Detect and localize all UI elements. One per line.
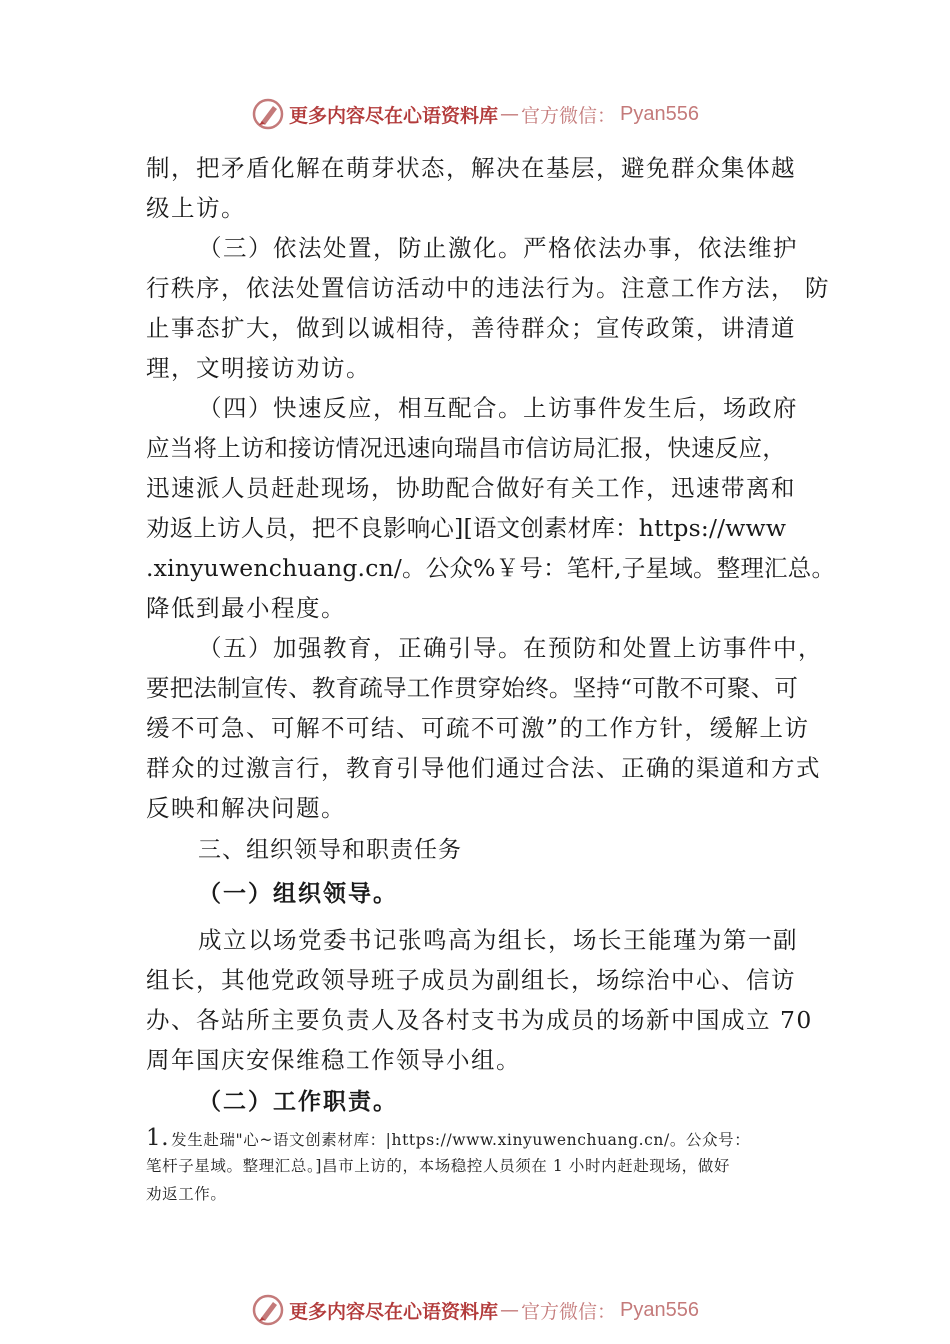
body-line: （五）加强教育，正确引导。在预防和处置上访事件中，	[198, 634, 823, 662]
body-line: 降低到最小程度。	[146, 594, 346, 622]
body-line: 成立以场党委书记张鸣高为组长，场长王能瑾为第一副	[198, 926, 798, 954]
pen-nib-logo-icon	[251, 97, 285, 131]
body-line: 群众的过激言行，教育引导他们通过合法、正确的渠道和方式	[146, 754, 821, 782]
banner-brand: 更多内容尽在心语资料库	[289, 104, 499, 127]
footnote	[146, 1124, 836, 1208]
banner-dash: —	[500, 103, 520, 125]
body-line: 反映和解决问题。	[146, 794, 346, 822]
document-body	[146, 148, 846, 1124]
banner-dash: —	[500, 1299, 520, 1321]
footnote-line: 劝返工作。	[146, 1185, 227, 1203]
footnote-text: 发生赴瑞"心~语文创素材库：|https://www.xinyuwenchuang.cn/。公众号：	[171, 1131, 751, 1149]
body-line: 组长，其他党政领导班子成员为副组长，场综治中心、信访	[146, 966, 796, 994]
body-line: 行秩序，依法处置信访活动中的违法行为。注意工作方法， 防	[146, 274, 830, 302]
bottom-watermark-banner	[0, 1288, 950, 1332]
subsection-heading: （二）工作职责。	[198, 1088, 398, 1115]
banner-official: 官方微信：	[521, 104, 617, 127]
banner-handle: Pyan556	[620, 1298, 699, 1321]
body-line: 劝返上访人员，把不良影响心][语文创素材库：https://www	[146, 514, 787, 542]
body-line: 制，把矛盾化解在萌芽状态，解决在基层，避免群众集体越	[146, 154, 796, 182]
body-line: .xinyuwenchuang.cn/。公众%￥号：笔杆,子星域。整理汇总。	[146, 554, 836, 582]
body-line: 理，文明接访劝访。	[146, 354, 371, 382]
section-heading: 三、组织领导和职责任务	[198, 837, 462, 863]
body-line: （三）依法处置，防止激化。严格依法办事，依法维护	[198, 234, 798, 262]
body-line: 级上访。	[146, 194, 246, 222]
body-line: 迅速派人员赶赴现场，协助配合做好有关工作，迅速带离和	[146, 474, 796, 502]
body-line: （四）快速反应，相互配合。上访事件发生后，场政府	[198, 394, 798, 422]
footnote-line: 笔杆子星域。整理汇总。]昌市上访的，本场稳控人员须在 1 小时内赶赴现场，做好	[146, 1157, 730, 1175]
body-line: 缓不可急、可解不可结、可疏不可激”的工作方针，缓解上访	[146, 714, 810, 742]
banner-handle: Pyan556	[620, 102, 699, 125]
body-line: 办、各站所主要负责人及各村支书为成员的场新中国成立 70	[146, 1006, 813, 1034]
body-line: 周年国庆安保维稳工作领导小组。	[146, 1046, 521, 1074]
top-watermark-banner	[0, 92, 950, 136]
subsection-heading: （一）组织领导。	[198, 880, 398, 907]
pen-nib-logo-icon	[251, 1293, 285, 1327]
footnote-line	[146, 1124, 836, 1152]
banner-official: 官方微信：	[521, 1300, 617, 1323]
footnote-number: 1.	[146, 1125, 170, 1151]
body-line: 止事态扩大，做到以诚相待，善待群众；宣传政策，讲清道	[146, 314, 796, 342]
body-line: 要把法制宣传、教育疏导工作贯穿始终。坚持“可散不可聚、可	[146, 674, 799, 702]
banner-brand: 更多内容尽在心语资料库	[289, 1300, 499, 1323]
body-line: 应当将上访和接访情况迅速向瑞昌市信访局汇报，快速反应，	[146, 434, 786, 462]
